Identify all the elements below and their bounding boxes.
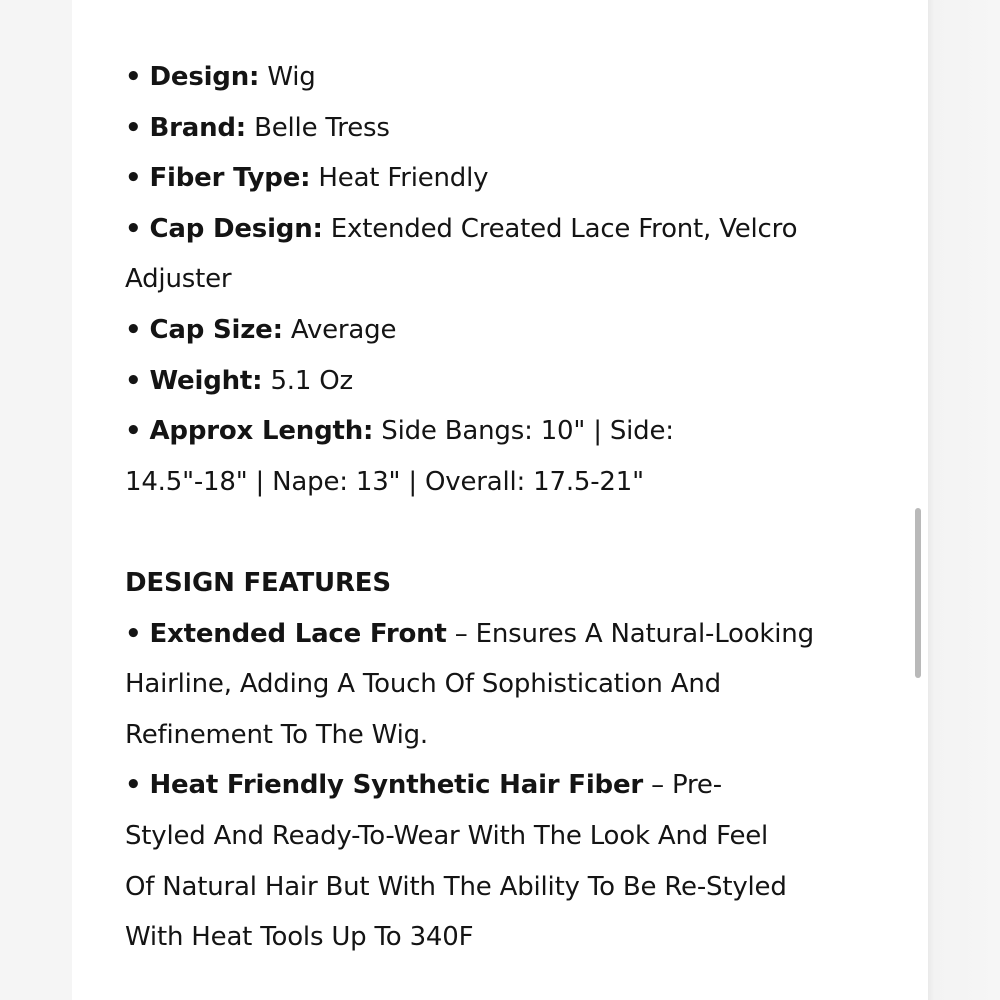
- spec-item-approx-length: [125, 406, 885, 457]
- spec-label: Weight:: [149, 365, 263, 396]
- feature-desc: – Pre-: [651, 770, 722, 801]
- section-spacer: [125, 507, 885, 558]
- spec-label: Fiber Type:: [149, 163, 311, 194]
- spec-value: 5.1 Oz: [270, 365, 353, 396]
- feature-title: Heat Friendly Synthetic Hair Fiber: [149, 770, 644, 801]
- spec-value-continued: 14.5"-18" | Nape: 13" | Overall: 17.5-21": [125, 466, 644, 497]
- bullet: •: [125, 213, 142, 244]
- spec-item-brand: [125, 103, 885, 154]
- feature-desc-line: Hairline, Adding A Touch Of Sophistication And: [125, 669, 721, 700]
- bullet: •: [125, 618, 142, 649]
- right-margin: [928, 0, 1000, 1000]
- bullet: •: [125, 62, 142, 92]
- spec-item-cap-design: [125, 204, 885, 255]
- spec-value-continued: Adjuster: [125, 264, 232, 295]
- spec-value: Extended Created Lace Front, Velcro: [330, 213, 798, 244]
- scrollbar-thumb[interactable]: [915, 508, 921, 678]
- bullet: •: [125, 416, 142, 447]
- spec-item-cap-design-continued: [125, 254, 885, 305]
- spec-item-design: [125, 52, 885, 103]
- spec-item-fiber-type: [125, 153, 885, 204]
- spec-value: Wig: [267, 62, 316, 92]
- feature-desc-line: Refinement To The Wig.: [125, 719, 428, 750]
- spec-label: Approx Length:: [149, 416, 374, 447]
- spec-label: Design:: [149, 62, 260, 92]
- bullet: •: [125, 112, 142, 143]
- feature-item-heat-friendly: [125, 760, 885, 811]
- feature-title: Extended Lace Front: [149, 618, 447, 649]
- bullet: •: [125, 163, 142, 194]
- spec-item-weight: [125, 356, 885, 407]
- spec-value: Belle Tress: [254, 112, 390, 143]
- spec-value: Side Bangs: 10" | Side:: [381, 416, 674, 447]
- bullet: •: [125, 314, 142, 345]
- feature-item-lace-front: [125, 609, 885, 660]
- feature-desc: – Ensures A Natural-Looking: [454, 618, 814, 649]
- spec-label: Cap Design:: [149, 213, 323, 244]
- spec-item-approx-length-continued: [125, 457, 885, 508]
- bullet: •: [125, 365, 142, 396]
- left-margin: [0, 0, 72, 1000]
- bullet: •: [125, 770, 142, 801]
- product-details: [125, 52, 885, 963]
- spec-value: Average: [290, 314, 397, 345]
- design-features-heading: DESIGN FEATURES: [125, 567, 391, 598]
- feature-desc-line: With Heat Tools Up To 340F: [125, 922, 474, 953]
- feature-desc-line: Of Natural Hair But With The Ability To Be Re-Styled: [125, 871, 787, 902]
- feature-desc-line: Styled And Ready-To-Wear With The Look And Feel: [125, 820, 769, 851]
- spec-label: Brand:: [149, 112, 247, 143]
- spec-item-cap-size: [125, 305, 885, 356]
- spec-value: Heat Friendly: [318, 163, 489, 194]
- spec-label: Cap Size:: [149, 314, 283, 345]
